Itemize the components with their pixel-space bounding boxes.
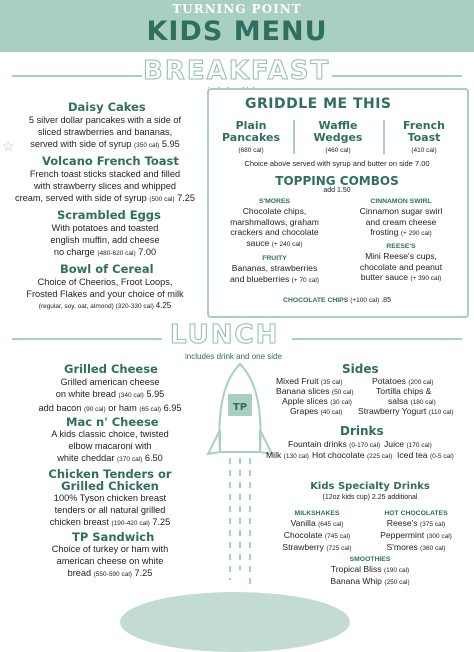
side-item: salsa (180 cal) (388, 396, 436, 406)
calorie-label: (460 cal) (325, 147, 351, 154)
griddle-option: Waffle Wedges (313, 119, 363, 144)
item-name: TP Sandwich (72, 530, 155, 544)
combo-name: S'MORES (258, 198, 291, 205)
section-rule (12, 75, 142, 77)
item-name: Volcano French Toast (42, 154, 179, 168)
item-description: French toast sticks stacked and filled with strawberry slices and whipped cream, served with side of syrup (500 cal) 7.25 (14, 169, 196, 203)
section-rule (292, 338, 462, 340)
star-icon: ☆ (420, 10, 440, 35)
drink-item: Milk (130 cal) (266, 450, 309, 460)
svg-text:TP: TP (232, 402, 248, 413)
hot-chocolates-title: HOT CHOCOLATES (384, 510, 448, 517)
item-name: Daisy Cakes (68, 100, 146, 114)
item-name: Mac n' Cheese (66, 415, 159, 429)
hot-chocolates-list: Reese's (375 cal) Peppermint (300 cal) S'mores (360 cal) (380, 518, 452, 552)
combo-description: Mini Reese's cups, chocolate and peanut butter sauce (+ 390 cal) (359, 251, 443, 282)
side-item: Potatoes (200 cal) (372, 376, 434, 386)
item-name: Scrambled Eggs (57, 208, 161, 222)
item-name: Bowl of Cereal (60, 262, 154, 276)
planet-icon (120, 592, 350, 652)
lunch-title: LUNCH (170, 320, 280, 350)
page-title: KIDS MENU (146, 16, 328, 47)
section-rule (332, 75, 462, 77)
drink-item: Hot chocolate (225 cal) (312, 450, 393, 460)
combo-name: REESE'S (386, 243, 416, 250)
combo-description: Bananas, strawberries and blueberries (+ 70 cal) (230, 263, 319, 284)
divider (293, 120, 295, 154)
item-description: Choice of turkey or ham with american cheese on white bread (550-590 cal) 7.25 (51, 544, 169, 578)
side-item: Banana slices (50 cal) (276, 386, 354, 396)
star-icon: ☆ (2, 138, 15, 154)
combo-name: CINNAMON SWIRL (370, 198, 432, 205)
brand-logo-text: TURNING POINT (172, 2, 302, 16)
specialty-note: (12oz kids cup) 2.25 additional (322, 494, 418, 501)
calorie-label: (410 cal) (411, 147, 437, 154)
item-description: A kids classic choice, twisted elbow macaroni with white cheddar (370 cal) 6.50 (51, 429, 169, 463)
combo-name: FRUITY (262, 255, 287, 262)
side-item: Apple slices (30 cal) (282, 396, 352, 406)
combo-description: Chocolate chips, marshmallows, graham crackers and chocolate sauce (+ 240 cal) (230, 206, 319, 248)
griddle-title: GRIDDLE ME THIS (245, 96, 392, 112)
drink-item: Juice (170 cal) (384, 439, 432, 449)
item-name: Grilled Cheese (64, 362, 158, 376)
smoothies-title: SMOOTHIES (349, 556, 391, 563)
side-item: Grapes (40 cal) (290, 406, 343, 416)
rocket-icon (202, 360, 278, 590)
divider (383, 120, 385, 154)
topping-combos-title: TOPPING COMBOS (275, 174, 399, 188)
combo-description: Cinnamon sugar swirl and cream cheese frosting (+ 290 cal) (359, 206, 443, 237)
sides-title: Sides (342, 362, 379, 376)
chocolate-chips-addon: CHOCOLATE CHIPS (+100 cal) .85 (283, 297, 391, 304)
item-description: Choice of Cheerios, Froot Loops, Frosted Flakes and your choice of milk (regular, soy, oat, almond) (320-330 cal) 4.25 (26, 277, 184, 310)
side-item: Mixed Fruit (35 cal) (276, 376, 343, 386)
smoothies-list: Tropical Bliss (190 cal) Banana Whip (250 cal) (330, 564, 410, 586)
drink-item: Fountain drinks (0-170 cal) (288, 439, 381, 449)
drinks-title: Drinks (340, 424, 384, 438)
breakfast-title: BREAKFAST (143, 56, 331, 86)
section-rule (12, 338, 162, 340)
milkshakes-list: Vanilla (645 cal) Chocolate (745 cal) Strawberry (725 cal) (282, 518, 352, 552)
item-name: Chicken Tenders or Grilled Chicken (48, 467, 172, 493)
item-description: With potatoes and toasted english muffin, add cheese no charge (480-620 cal) 7.00 (50, 223, 160, 257)
item-description: 5 silver dollar pancakes with a side of sliced strawberries and bananas, served with side of syrup (350 cal) 5.95 (28, 115, 182, 149)
item-description: 100% Tyson chicken breast tenders or all natural grilled chicken breast (190-420 cal) 7.25 (49, 493, 171, 527)
side-item: Strawberry Yogurt (110 cal) (358, 406, 454, 416)
side-item: Tortilla chips & (376, 386, 432, 396)
calorie-label: (680 cal) (238, 147, 264, 154)
griddle-note: Choice above served with syrup and butter on side 7.00 (244, 159, 430, 168)
specialty-title: Kids Specialty Drinks (310, 481, 430, 492)
milkshakes-title: MILKSHAKES (294, 510, 340, 517)
griddle-option: French Toast (403, 119, 445, 144)
topping-combos-add: add 1.50 (323, 187, 351, 194)
griddle-option: Plain Pancakes (222, 119, 280, 144)
drink-item: Iced tea (0-5 cal) (397, 450, 454, 460)
lunch-note: includes drink and one side (185, 352, 282, 361)
item-description: Grilled american cheese on white bread (340 cal) 5.95 add bacon (90 cal) or ham (65 cal) 6.95 (38, 377, 182, 413)
